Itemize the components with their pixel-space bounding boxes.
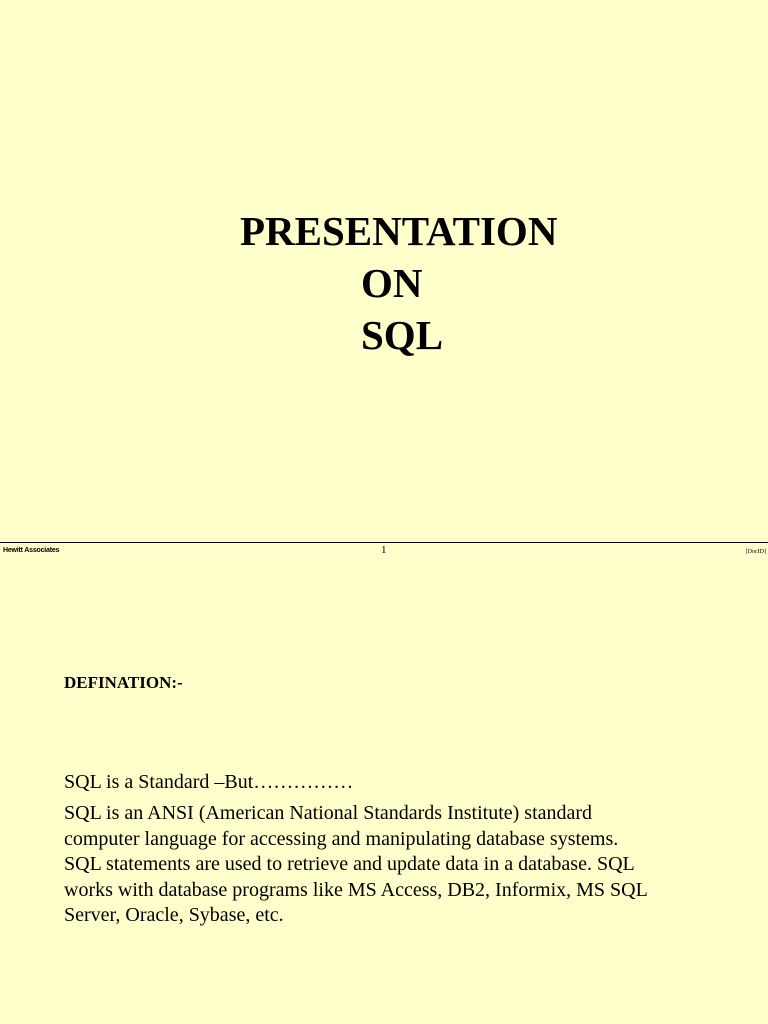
title-line-presentation: PRESENTATION bbox=[240, 208, 558, 254]
section-heading: DEFINATION:- bbox=[64, 673, 183, 692]
footer-company: Hewitt Associates bbox=[3, 547, 60, 554]
paragraph-line: Server, Oracle, Sybase, etc. bbox=[64, 904, 284, 926]
paragraph-line: works with database programs like MS Access, DB2, Informix, MS SQL bbox=[64, 878, 648, 901]
title-line-on: ON bbox=[361, 260, 423, 306]
footer-doc-id: [DocID] bbox=[745, 549, 766, 555]
title-line-sql: SQL bbox=[361, 312, 444, 358]
intro-line: SQL is a Standard –But…………… bbox=[64, 771, 354, 793]
footer-page-number: 1 bbox=[381, 544, 387, 556]
footer-divider bbox=[0, 542, 768, 543]
paragraph-line: SQL statements are used to retrieve and update data in a database. SQL bbox=[64, 853, 635, 875]
paragraph-line: computer language for accessing and manipulating database systems. bbox=[64, 827, 619, 850]
definition-paragraph bbox=[64, 801, 724, 929]
paragraph-line: SQL is an ANSI (American National Standards Institute) standard bbox=[64, 802, 593, 824]
